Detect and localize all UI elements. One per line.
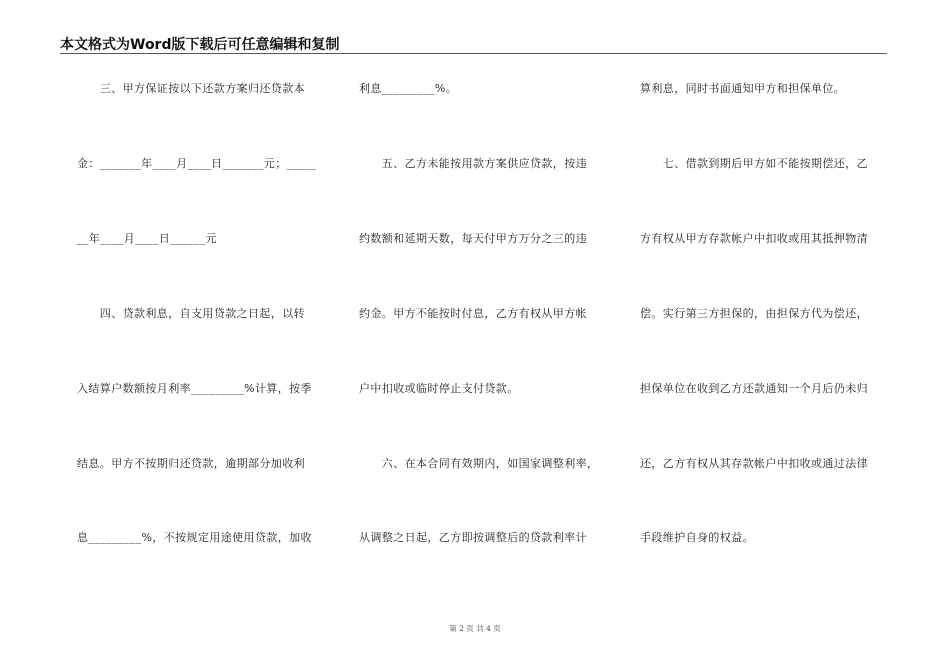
page-header	[60, 34, 887, 52]
text-line: 算利息，同时书面通知甲方和担保单位。	[640, 82, 846, 95]
text-line: 七、借款到期后甲方如不能按期偿还，乙	[640, 157, 868, 170]
page-number: 第 2 页 共 4 页	[449, 624, 501, 633]
text-line: 结息。甲方不按期归还贷款，逾期部分加收利	[77, 457, 305, 470]
text-line: 三、甲方保证按以下还款方案归还贷款本	[77, 82, 305, 95]
text-line: 金：_______年____月____日_______元；_____	[77, 157, 317, 170]
text-line: 偿。实行第三方担保的，由担保方代为偿还，	[640, 307, 868, 320]
text-line: 还，乙方有权从其存款帐户中扣收或通过法律	[640, 457, 868, 470]
text-line: 担保单位在收到乙方还款通知一个月后仍未归	[640, 382, 868, 395]
text-line: __年____月____日______元	[77, 232, 217, 245]
text-line: 息_________%，不按规定用途使用贷款，加收	[77, 531, 312, 544]
text-line: 户中扣收或临时停止支付贷款。	[359, 382, 519, 395]
text-line: 利息_________%。	[359, 82, 458, 95]
text-line: 四、贷款利息，自支用贷款之日起，以转	[77, 307, 305, 320]
text-line: 约金。甲方不能按时付息，乙方有权从甲方帐	[359, 307, 587, 320]
header-title: 本文格式为Word版下载后可任意编辑和复制	[60, 37, 340, 53]
text-line: 入结算户数额按月利率_________%计算，按季	[77, 382, 312, 395]
text-line: 手段维护自身的权益。	[640, 531, 754, 544]
text-line: 约数额和延期天数，每天付甲方万分之三的违	[359, 232, 587, 245]
header-divider	[60, 53, 887, 54]
text-line: 六、在本合同有效期内，如国家调整利率，	[359, 457, 599, 470]
text-line: 从调整之日起，乙方即按调整后的贷款利率计	[359, 531, 587, 544]
text-line: 方有权从甲方存款帐户中扣收或用其抵押物清	[640, 232, 868, 245]
text-line: 五、乙方未能按用款方案供应贷款，按违	[359, 157, 587, 170]
